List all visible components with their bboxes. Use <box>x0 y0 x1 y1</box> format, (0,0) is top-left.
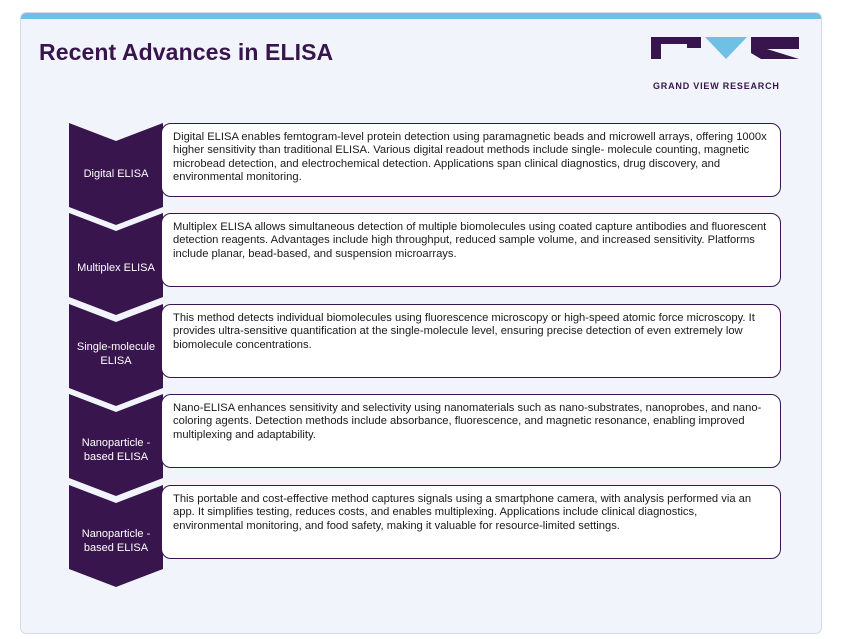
list-item <box>21 304 822 394</box>
grand-view-research-logo <box>651 37 801 91</box>
chevron-label: Multiplex ELISA <box>77 262 155 274</box>
description-box: Multiplex ELISA allows simultaneous detection of multiple biomolecules using coated capture antibodies and fluorescent detection reagents. Advantages include high throughput, reduced sample volume, and increased sensitivity. Platforms include planar, bead-based, and suspension microarrays. <box>161 213 781 287</box>
description-box: Digital ELISA enables femtogram-level protein detection using paramagnetic beads and microwell arrays, offering 1000x higher sensitivity than traditional ELISA. Various digital readout methods include single- molecule counting, magnetic microbead detection, and electrochemical detection. Applications span clinical diagnostics, drug discovery, and environmental monitoring. <box>161 123 781 197</box>
accent-bar <box>21 13 821 19</box>
logo-text: GRAND VIEW RESEARCH <box>653 81 780 91</box>
description-box: Nano-ELISA enhances sensitivity and selectivity using nanomaterials such as nano-substrates, nanoprobes, and nano-coloring agents. Detection methods include absorbance, fluorescence, and magnetic resonance, enabling improved multiplexing and adaptability. <box>161 394 781 468</box>
chevron-digital-elisa <box>69 123 163 227</box>
chevron-multiplex-elisa <box>69 213 163 317</box>
chevron-label: Nanoparticle -based ELISA <box>81 437 151 463</box>
chevron-label: Nanoparticle -based ELISA <box>81 528 151 554</box>
list-item <box>21 123 822 213</box>
logo-mark-icon <box>651 37 801 79</box>
description-box: This method detects individual biomolecules using fluorescence microscopy or high-speed atomic force microscopy. It provides ultra-sensitive quantification at the single-molecule level, ensuring precise detection of even extremely low biomolecule concentrations. <box>161 304 781 378</box>
list-item <box>21 394 822 484</box>
description-box: This portable and cost-effective method captures signals using a smartphone camera, with analysis performed via an app. It simplifies testing, reduces costs, and enables multiplexing. Applications include clinical diagnostics, environmental monitoring, and food safety, making it valuable for resource-limited settings. <box>161 485 781 559</box>
chevron-nanoparticle-based-elisa <box>69 394 163 498</box>
chevron-nanoparticle-based-elisa-2 <box>69 485 163 589</box>
chevron-label: Single-molecule ELISA <box>76 341 156 367</box>
list-item <box>21 213 822 303</box>
chevron-label: Digital ELISA <box>83 168 149 180</box>
page-title: Recent Advances in ELISA <box>39 39 334 65</box>
infographic-card <box>20 12 822 634</box>
chevron-single-molecule-elisa <box>69 304 163 408</box>
list-item <box>21 485 822 575</box>
